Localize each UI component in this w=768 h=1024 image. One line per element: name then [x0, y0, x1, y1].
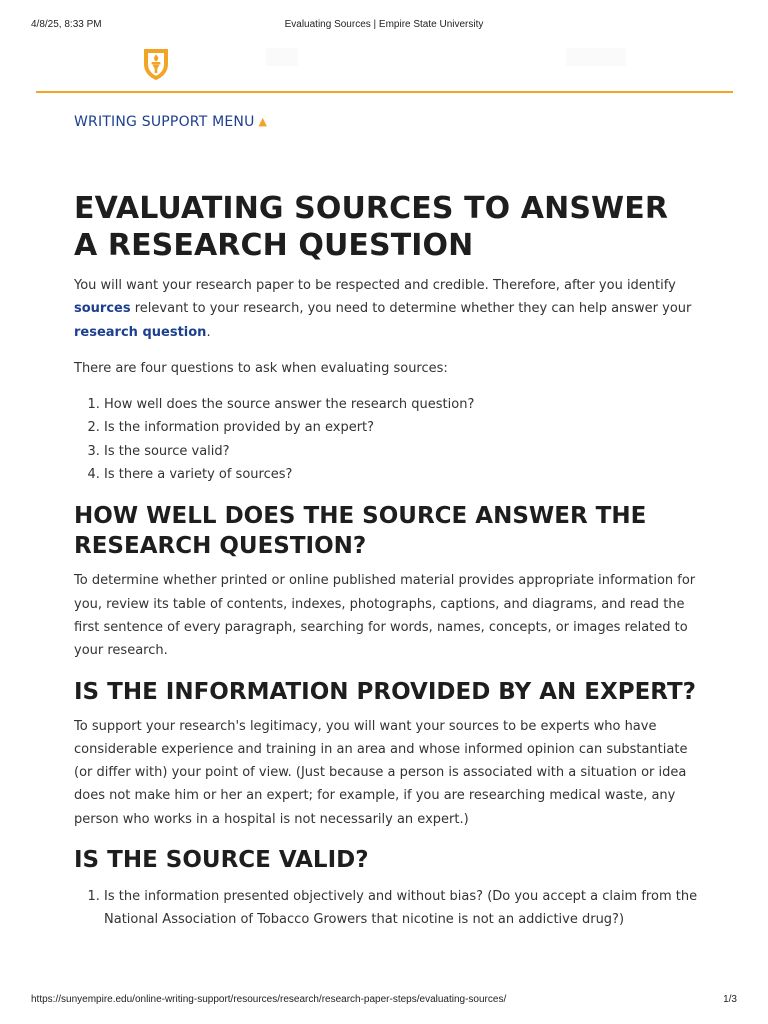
validity-list	[74, 885, 698, 932]
writing-support-menu-toggle[interactable]	[74, 114, 267, 130]
header-divider	[36, 91, 733, 93]
print-footer	[0, 994, 768, 1008]
intro-text: .	[206, 324, 211, 340]
triangle-up-icon: ▲	[258, 115, 268, 128]
list-item: 1. Is the information presented objectively and without bias? (Do you accept a claim from the National Association of Tobacco Growers that nicotine is not an addictive drug?)	[104, 885, 698, 932]
intro-text: relevant to your research, you need to determine whether they can help answer your	[130, 301, 692, 317]
section-heading-answer: HOW WELL DOES THE SOURCE ANSWER THE RESEARCH QUESTION?	[74, 503, 647, 560]
print-page-title: Evaluating Sources | Empire State University	[284, 19, 484, 30]
torch-shield-icon[interactable]	[141, 46, 171, 82]
list-item: 4. Is there a variety of sources?	[104, 463, 698, 486]
list-item: 1. How well does the source answer the research question?	[104, 393, 698, 416]
print-date: 4/8/25, 8:33 PM	[31, 19, 102, 30]
list-item: 3. Is the source valid?	[104, 440, 698, 463]
section-body-expert: To support your research's legitimacy, you will want your sources to be experts who have considerable experience and training in an area and whose informed opinion can substantiate (or differ with) your point of view. (Just because a person is associated with a situation or idea does not make him or her an expert; for example, if you are researching medical waste, any person who works in a hospital is not necessarily an expert.)	[74, 718, 688, 827]
section-heading-expert: IS THE INFORMATION PROVIDED BY AN EXPERT?	[74, 678, 696, 705]
intro-text: You will want your research paper to be respected and credible. Therefore, after you identify	[74, 278, 676, 293]
site-header	[36, 40, 733, 94]
section-body-answer: To determine whether printed or online published material provides appropriate information for you, review its table of contents, indexes, photographs, captions, and diagrams, and read the first sentence of every paragraph, searching for words, names, concepts, or images related to your research.	[74, 573, 696, 659]
print-header	[0, 19, 768, 33]
research-question-link[interactable]: research question	[74, 324, 207, 340]
questions-list	[74, 393, 698, 486]
print-url: https://sunyempire.edu/online-writing-support/resources/research/research-paper-steps/evaluating-sources/	[31, 994, 507, 1005]
questions-intro: There are four questions to ask when evaluating sources:	[74, 360, 448, 376]
menu-label: WRITING SUPPORT MENU	[74, 114, 255, 130]
nav-placeholder	[566, 48, 626, 66]
print-page-number: 1/3	[723, 994, 737, 1005]
intro-paragraph	[74, 274, 698, 344]
nav-placeholder	[266, 48, 298, 66]
list-item: 2. Is the information provided by an expert?	[104, 416, 698, 439]
sources-link[interactable]: sources	[74, 301, 131, 317]
article	[74, 190, 698, 932]
page-title: EVALUATING SOURCES TO ANSWER A RESEARCH QUESTION	[74, 191, 669, 263]
section-heading-valid: IS THE SOURCE VALID?	[74, 847, 369, 874]
